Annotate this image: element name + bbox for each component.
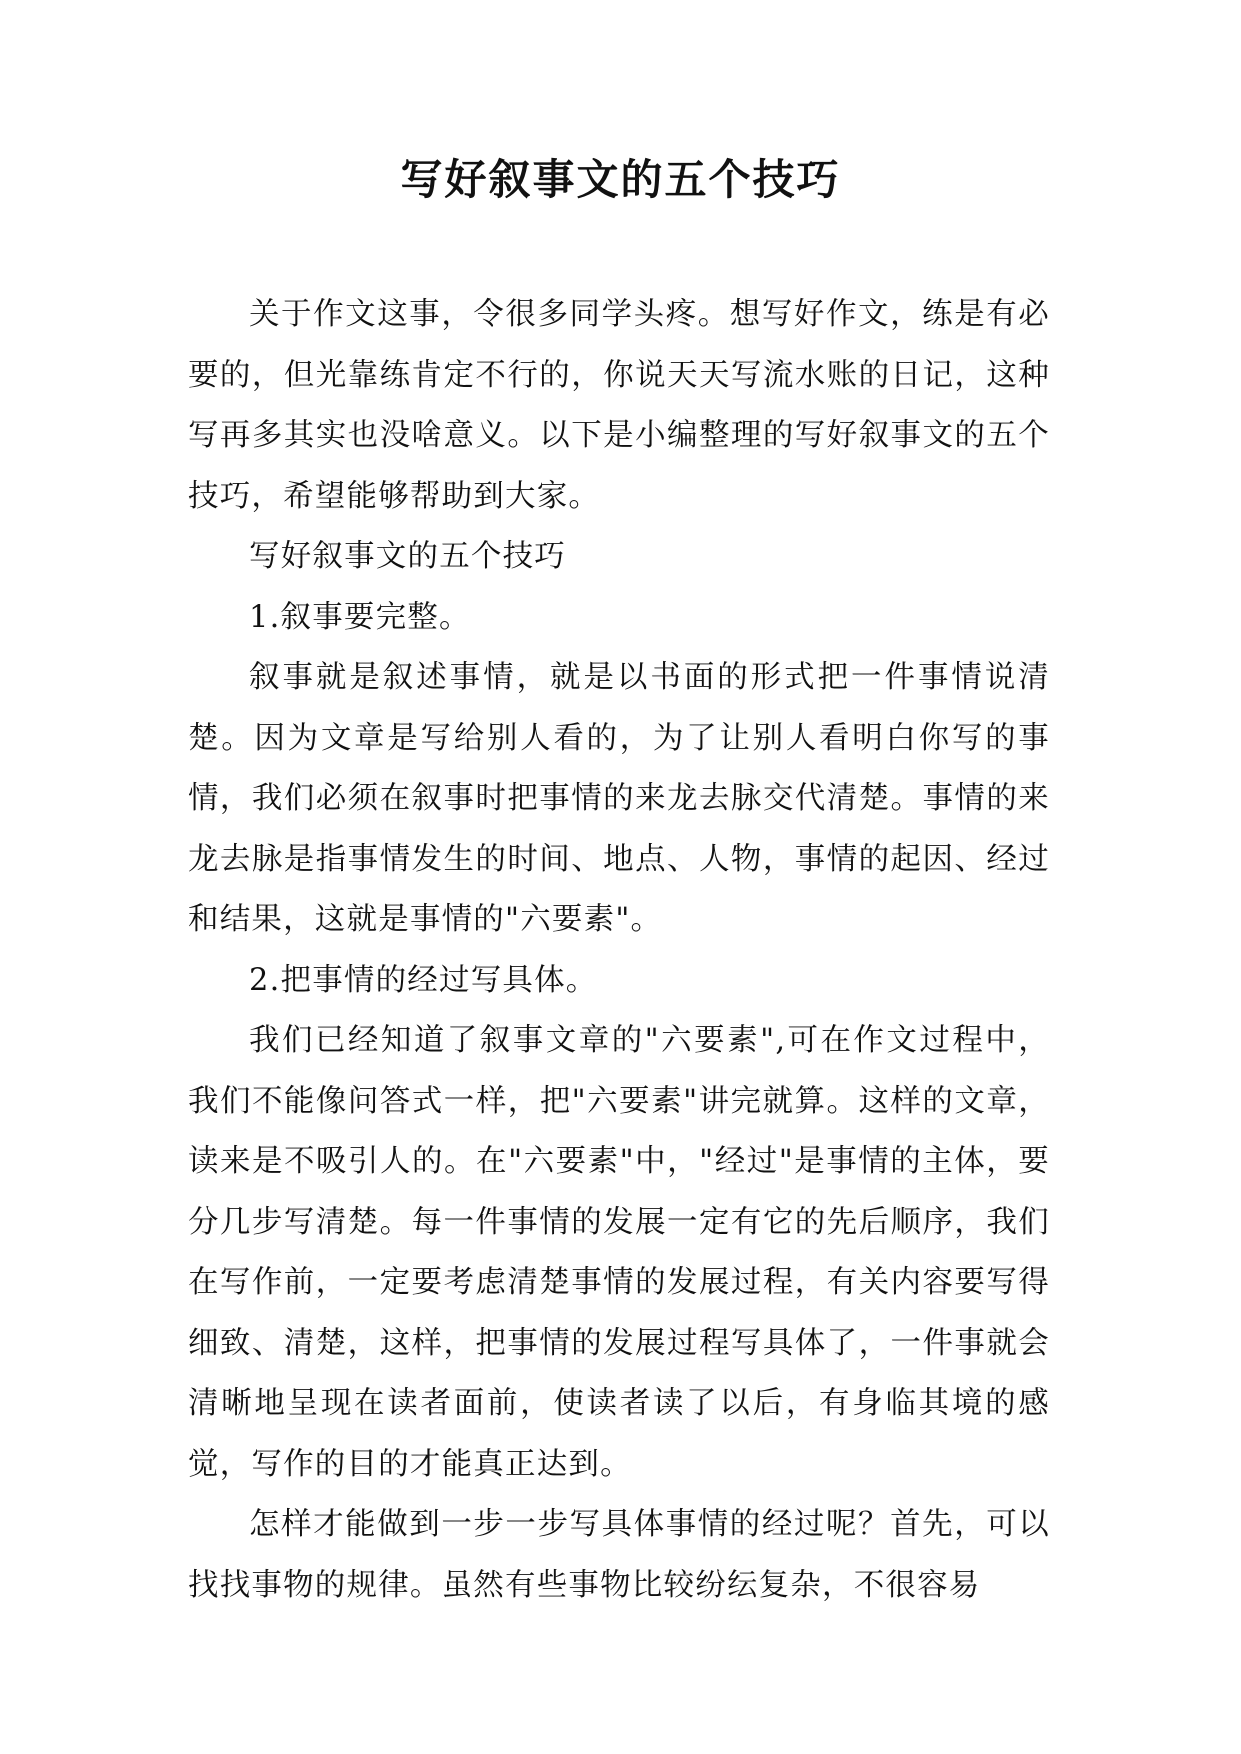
tip-2-paragraph: 我们已经知道了叙事文章的"六要素",可在作文过程中，我们不能像问答式一样，把"六要素"讲完就算。这样的文章，读来是不吸引人的。在"六要素"中，"经过"是事情的主体，要分几步写清楚。每一件事情的发展一定有它的先后顺序，我们在写作前，一定要考虑清楚事情的发展过程，有关内容要写得细致、清楚，这样，把事情的发展过程写具体了，一件事就会清晰地呈现在读者面前，使读者读了以后，有身临其境的感觉，写作的目的才能真正达到。 [188,1023,1050,1482]
tip-2-heading: 2.把事情的经过写具体。 [249,962,598,998]
tip-2-continued-paragraph: 怎样才能做到一步一步写具体事情的经过呢？首先，可以找找事物的规律。虽然有些事物比较纷纭复杂，不很容易 [188,1507,1050,1603]
document-body [188,285,1050,1616]
document-title: 写好叙事文的五个技巧 [400,155,841,204]
intro-paragraph: 关于作文这事，令很多同学头疼。想写好作文，练是有必要的，但光靠练肯定不行的，你说天天写流水账的日记，这种写再多其实也没啥意义。以下是小编整理的写好叙事文的五个技巧，希望能够帮助到大家。 [188,297,1050,514]
tip-1-paragraph: 叙事就是叙述事情，就是以书面的形式把一件事情说清楚。因为文章是写给别人看的，为了让别人看明白你写的事情，我们必须在叙事时把事情的来龙去脉交代清楚。事情的来龙去脉是指事情发生的时间、地点、人物，事情的起因、经过和结果，这就是事情的"六要素"。 [188,660,1050,937]
section-heading: 写好叙事文的五个技巧 [249,539,566,574]
tip-1-heading: 1.叙事要完整。 [249,599,471,635]
